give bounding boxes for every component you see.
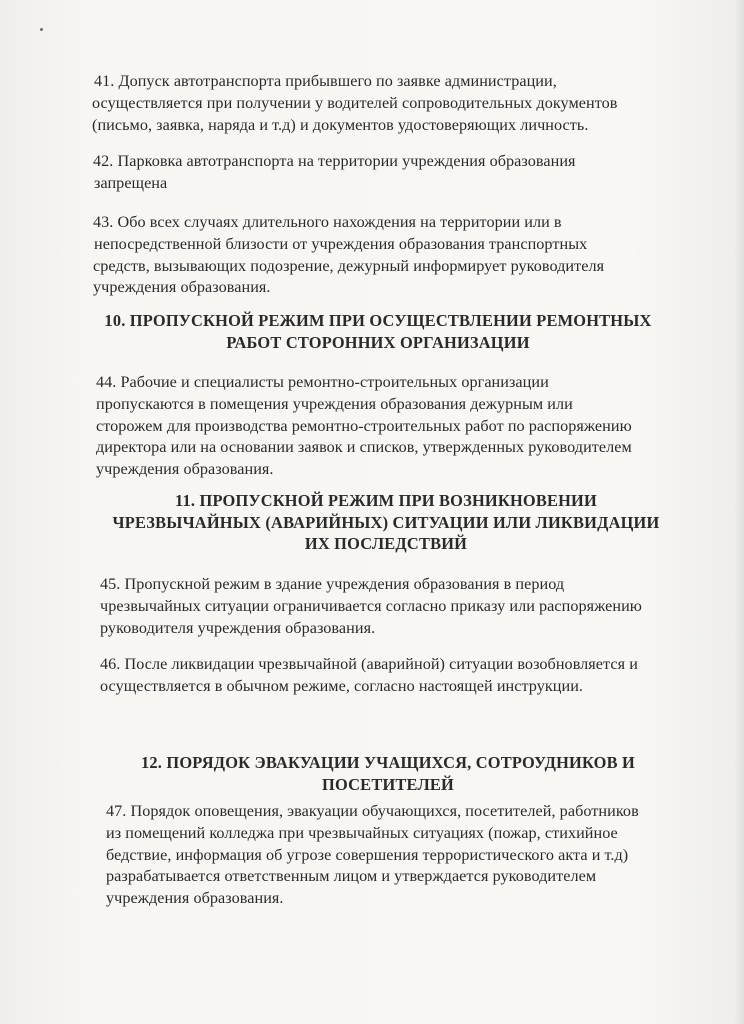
scan-speck (40, 28, 43, 31)
paragraph-45 (100, 574, 690, 639)
text-line: пропускаются в помещения учреждения образования дежурным или (96, 394, 573, 413)
paragraph-44 (96, 372, 686, 481)
paragraph-41 (94, 71, 684, 136)
text-line: разрабатывается ответственным лицом и утверждается руководителем (106, 867, 597, 886)
text-line: чрезвычайных ситуации ограничивается согласно приказу или распоряжению (100, 596, 642, 615)
heading-line: 11. ПРОПУСКНОЙ РЕЖИМ ПРИ ВОЗНИКНОВЕНИИ (175, 491, 597, 510)
heading-line: ПОСЕТИТЕЛЕЙ (322, 774, 454, 794)
text-line: 47. Порядок оповещения, эвакуации обучающихся, посетителей, работников (106, 802, 639, 820)
section-heading-12 (58, 752, 718, 795)
text-line: непосредственной близости от учреждения образования транспортных (94, 234, 588, 253)
page-edge-shadow (734, 0, 744, 1024)
section-heading-10 (48, 310, 708, 353)
text-line: 41. Допуск автотранспорта прибывшего по заявке администрации, (94, 72, 557, 90)
text-line: осуществляется при получении у водителей сопроводительных документов (92, 93, 618, 112)
text-line: руководителя учреждения образования. (100, 618, 376, 637)
text-line: бедствие, информация об угрозе совершения террористического акта и т.д) (106, 845, 629, 864)
text-line: запрещена (94, 173, 168, 192)
text-line: 42. Парковка автотранспорта на территории учреждения образования (93, 152, 576, 170)
text-line: (письмо, заявка, наряда и т.д) и документов удостоверяющих личность. (92, 115, 589, 134)
text-line: из помещений колледжа при чрезвычайных ситуациях (пожар, стихийное (106, 823, 618, 842)
paragraph-46 (100, 654, 690, 698)
heading-line: 10. ПРОПУСКНОЙ РЕЖИМ ПРИ ОСУЩЕСТВЛЕНИИ РЕМОНТНЫХ (104, 311, 652, 330)
heading-line: РАБОТ СТОРОННИХ ОРГАНИЗАЦИИ (226, 332, 530, 352)
text-line: 45. Пропускной режим в здание учреждения образования в период (100, 575, 565, 593)
text-line: 46. После ликвидации чрезвычайной (аварийной) ситуации возобновляется и (100, 655, 638, 673)
paragraph-47 (106, 801, 696, 910)
text-line: 43. Обо всех случаях длительного нахождения на территории или в (93, 213, 562, 231)
text-line: осуществляется в обычном режиме, согласно настоящей инструкции. (100, 676, 584, 695)
text-line: 44. Рабочие и специалисты ремонтно-строительных организации (96, 373, 549, 391)
text-line: средств, вызывающих подозрение, дежурный информирует руководителя (93, 256, 605, 275)
paragraph-43 (93, 212, 683, 299)
text-line: директора или на основании заявок и списков, утвержденных руководителем (96, 438, 632, 457)
paragraph-42 (93, 151, 683, 195)
section-heading-11 (56, 490, 716, 555)
heading-line: 12. ПОРЯДОК ЭВАКУАЦИИ УЧАЩИХСЯ, СОТРОУДНИКОВ И (141, 753, 635, 772)
text-line: учреждения образования. (93, 278, 271, 297)
heading-line: ЧРЕЗВЫЧАЙНЫХ (АВАРИЙНЫХ) СИТУАЦИИ ИЛИ ЛИКВИДАЦИИ (112, 512, 660, 532)
text-line: сторожем для производства ремонтно-строительных работ по распоряжению (96, 416, 632, 435)
text-line: учреждения образования. (96, 460, 274, 479)
heading-line: ИХ ПОСЛЕДСТВИЙ (304, 534, 468, 554)
text-line: учреждения образования. (106, 889, 284, 908)
